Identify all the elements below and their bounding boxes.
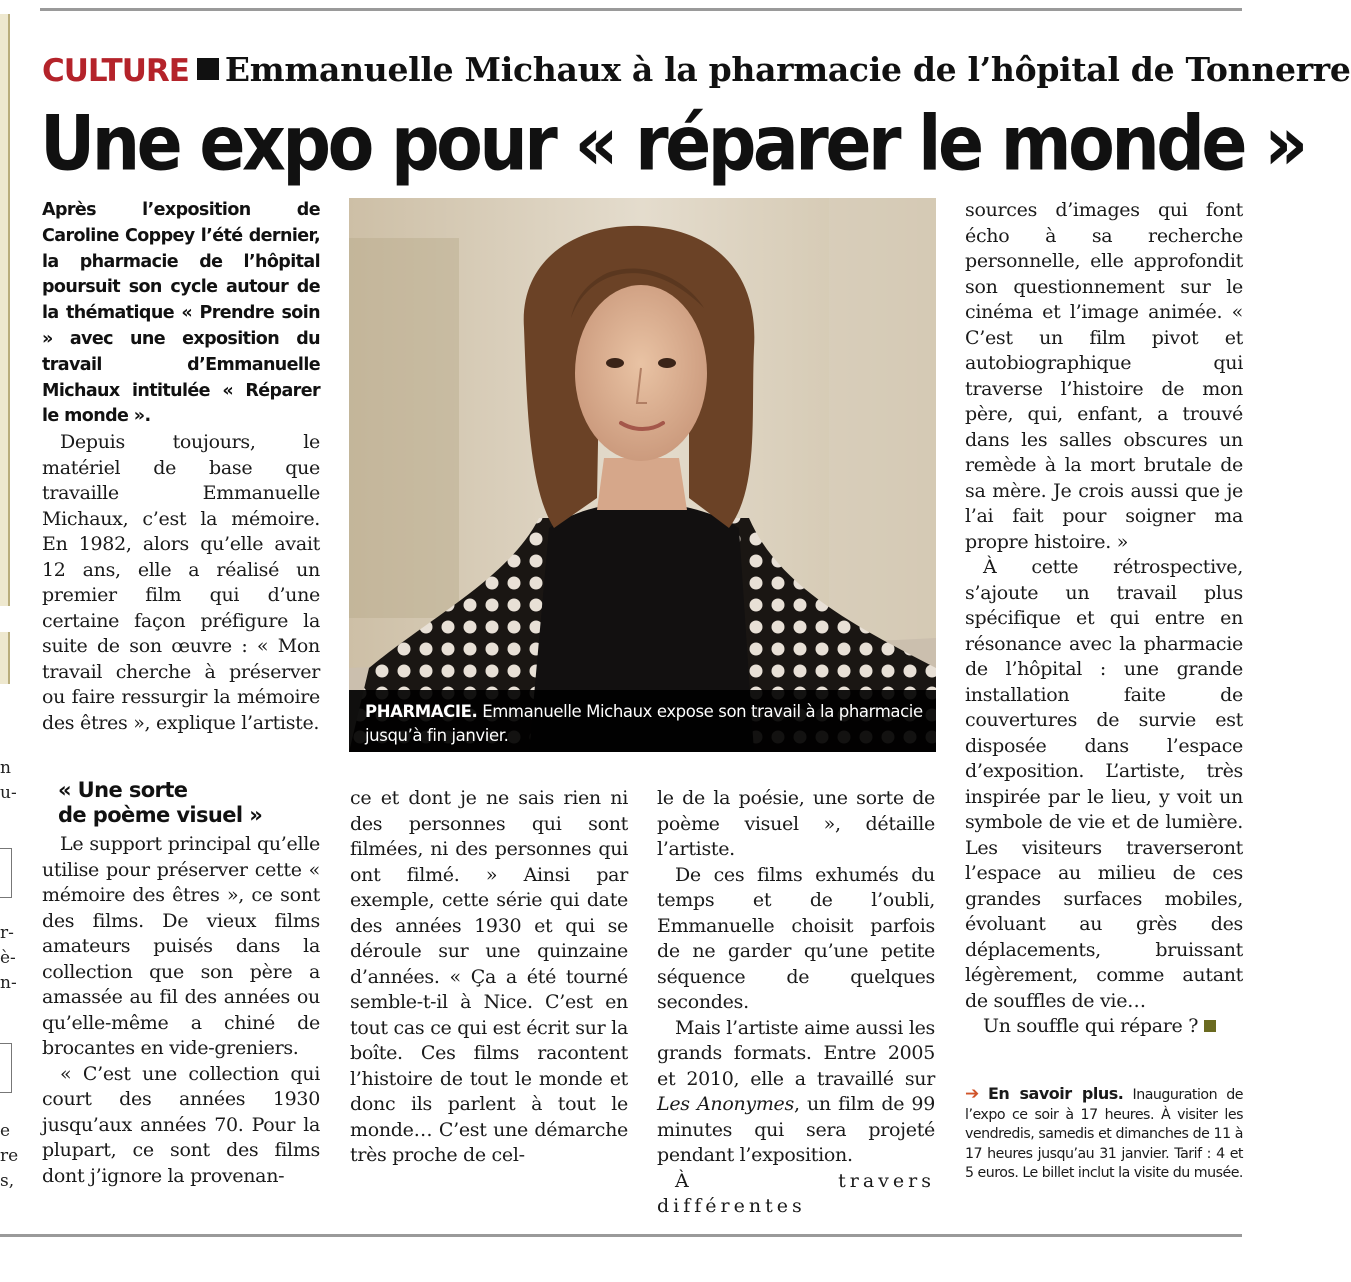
info-box xyxy=(965,1084,1243,1184)
body-paragraph: le de la poésie, une sorte de poème visuel », détaille l’artiste. xyxy=(657,787,935,860)
info-text: Inauguration de l’expo ce soir à 17 heures. À visiter les vendredis, samedis et dimanches de 11 à 17 heures jusqu’au 31 janvier. Tarif : 4 et 5 euros. Le billet inclut la visite du musée. xyxy=(965,1087,1244,1181)
neighbour-box xyxy=(0,848,12,898)
caption-text: Emmanuelle Michaux expose son travail à la pharmacie jusqu’à fin janvier. xyxy=(365,702,923,745)
body-paragraph: Depuis toujours, le matériel de base que travaille Emmanuelle Michaux, c’est la mémoire. En 1982, alors qu’elle avait 12 ans, elle a réalisé un premier film qui d’une certaine façon préfigure la suite de son œuvre : « Mon travail cherche à préserver ou faire ressurgir la mémoire des êtres », explique l’artiste. xyxy=(42,431,320,734)
neighbour-article-edge-middle xyxy=(0,632,10,684)
subheading-line: « Une sorte xyxy=(58,778,188,802)
photo-caption xyxy=(365,700,925,748)
body-paragraph xyxy=(657,1016,935,1169)
info-label: En savoir plus. xyxy=(987,1084,1124,1103)
neighbour-text-fragment: n xyxy=(0,758,11,778)
square-end-mark-icon xyxy=(1204,1020,1216,1032)
kicker-text: Emmanuelle Michaux à la pharmacie de l’hôpital de Tonnerre xyxy=(224,50,1351,89)
body-paragraph: À cette rétrospective, s’ajoute un travail plus spécifique et qui entre en résonance avec la pharmacie de l’hôpital : une grande installation faite de couvertures de survie est disposée dans l’espace d’exposition. L’artiste, très inspirée par le lieu, y voit un symbole de vie et de lumière. Les visiteurs traverseront l’espace au milieu de ces grandes surfaces mobiles, évoluant au grès des déplacements, bruissant légèrement, comme autant de souffles de vie… xyxy=(965,556,1243,1012)
neighbour-text-fragment: e xyxy=(0,1121,11,1141)
body-text: , un film de 99 minutes qui sera projeté pendant l’exposition. xyxy=(657,1093,935,1166)
article-photo xyxy=(349,198,936,752)
neighbour-text-fragment: u- xyxy=(0,783,17,803)
column-4 xyxy=(965,198,1243,1040)
body-paragraph xyxy=(965,1014,1243,1040)
body-paragraph: ce et dont je ne sais rien ni des personnes qui sont filmées, ni des personnes qui ont filmé. » Ainsi par exemple, cette série qui date des années 1930 et qui se déroule sur une quinzaine d’années. « Ça a été tourné semble-t-il à Nice. C’est en tout cas ce qui est écrit sur la boîte. Ces films racontent l’histoire de tout le monde et donc ils parlent à tout le monde… C’est une démarche très proche de cel- xyxy=(350,787,628,1166)
top-rule xyxy=(40,8,1242,11)
article-lead: Après l’exposition de Caroline Coppey l’été dernier, la pharmacie de l’hôpital poursuit son cycle autour de la thématique « Prendre soin » avec une exposition du travail d’Emmanuelle Michaux intitulée « Réparer le monde ». xyxy=(42,200,320,427)
neighbour-text-fragment: n- xyxy=(0,973,17,993)
neighbour-text-fragment: r- xyxy=(0,923,14,943)
body-paragraph: « C’est une collection qui court des années 1930 jusqu’aux années 70. Pour la plupart, ce sont des films dont j’ignore la provenan- xyxy=(42,1062,320,1187)
article-kicker xyxy=(42,50,1351,89)
rubric-label: CULTURE xyxy=(42,53,189,89)
square-separator-icon xyxy=(197,58,219,80)
caption-label: PHARMACIE. xyxy=(365,702,478,721)
film-title: Les Anonymes xyxy=(657,1093,794,1115)
column-3 xyxy=(657,786,935,1220)
portrait-photo-illustration xyxy=(349,198,936,752)
article-headline: Une expo pour « réparer le monde » xyxy=(40,100,1305,189)
body-paragraph: À travers différentes xyxy=(657,1169,935,1217)
right-arrow-icon: ➔ xyxy=(965,1084,979,1104)
column-1-bottom xyxy=(42,832,320,1189)
column-1-top xyxy=(42,430,320,736)
column-2 xyxy=(350,786,628,1169)
neighbour-text-fragment: s, xyxy=(0,1171,15,1191)
neighbour-article-edge-top xyxy=(0,14,10,606)
neighbour-text-fragment: è- xyxy=(0,948,16,968)
bottom-rule xyxy=(0,1234,1242,1237)
body-paragraph: sources d’images qui font écho à sa recherche personnelle, elle approfondit son questionnement sur le cinéma et l’image animée. « C’est un film pivot et autobiographique qui traverse l’histoire de mon père, qui, enfant, a trouvé dans les salles obscures un remède à la mort brutale de sa mère. Je crois aussi que je l’ai fait pour soigner ma propre histoire. » xyxy=(965,199,1243,553)
neighbour-box xyxy=(0,1043,12,1093)
article-subheading xyxy=(58,778,318,828)
body-paragraph: Le support principal qu’elle utilise pour préserver cette « mémoire des êtres », ce sont des films. De vieux films amateurs puisés dans la collection que son père a amassée au fil des années ou qu’elle-même a chiné de brocantes en vide-greniers. xyxy=(42,833,320,1059)
closing-line: Un souffle qui répare ? xyxy=(983,1015,1199,1037)
body-text: Mais l’artiste aime aussi les grands formats. Entre 2005 et 2010, elle a travaillé sur xyxy=(657,1016,935,1090)
subheading-line: de poème visuel » xyxy=(58,803,263,827)
neighbour-text-fragment: re xyxy=(0,1146,19,1166)
body-paragraph: De ces films exhumés du temps et de l’oubli, Emmanuelle choisit parfois de ne garder qu’une petite séquence de quelques secondes. xyxy=(657,863,935,1013)
